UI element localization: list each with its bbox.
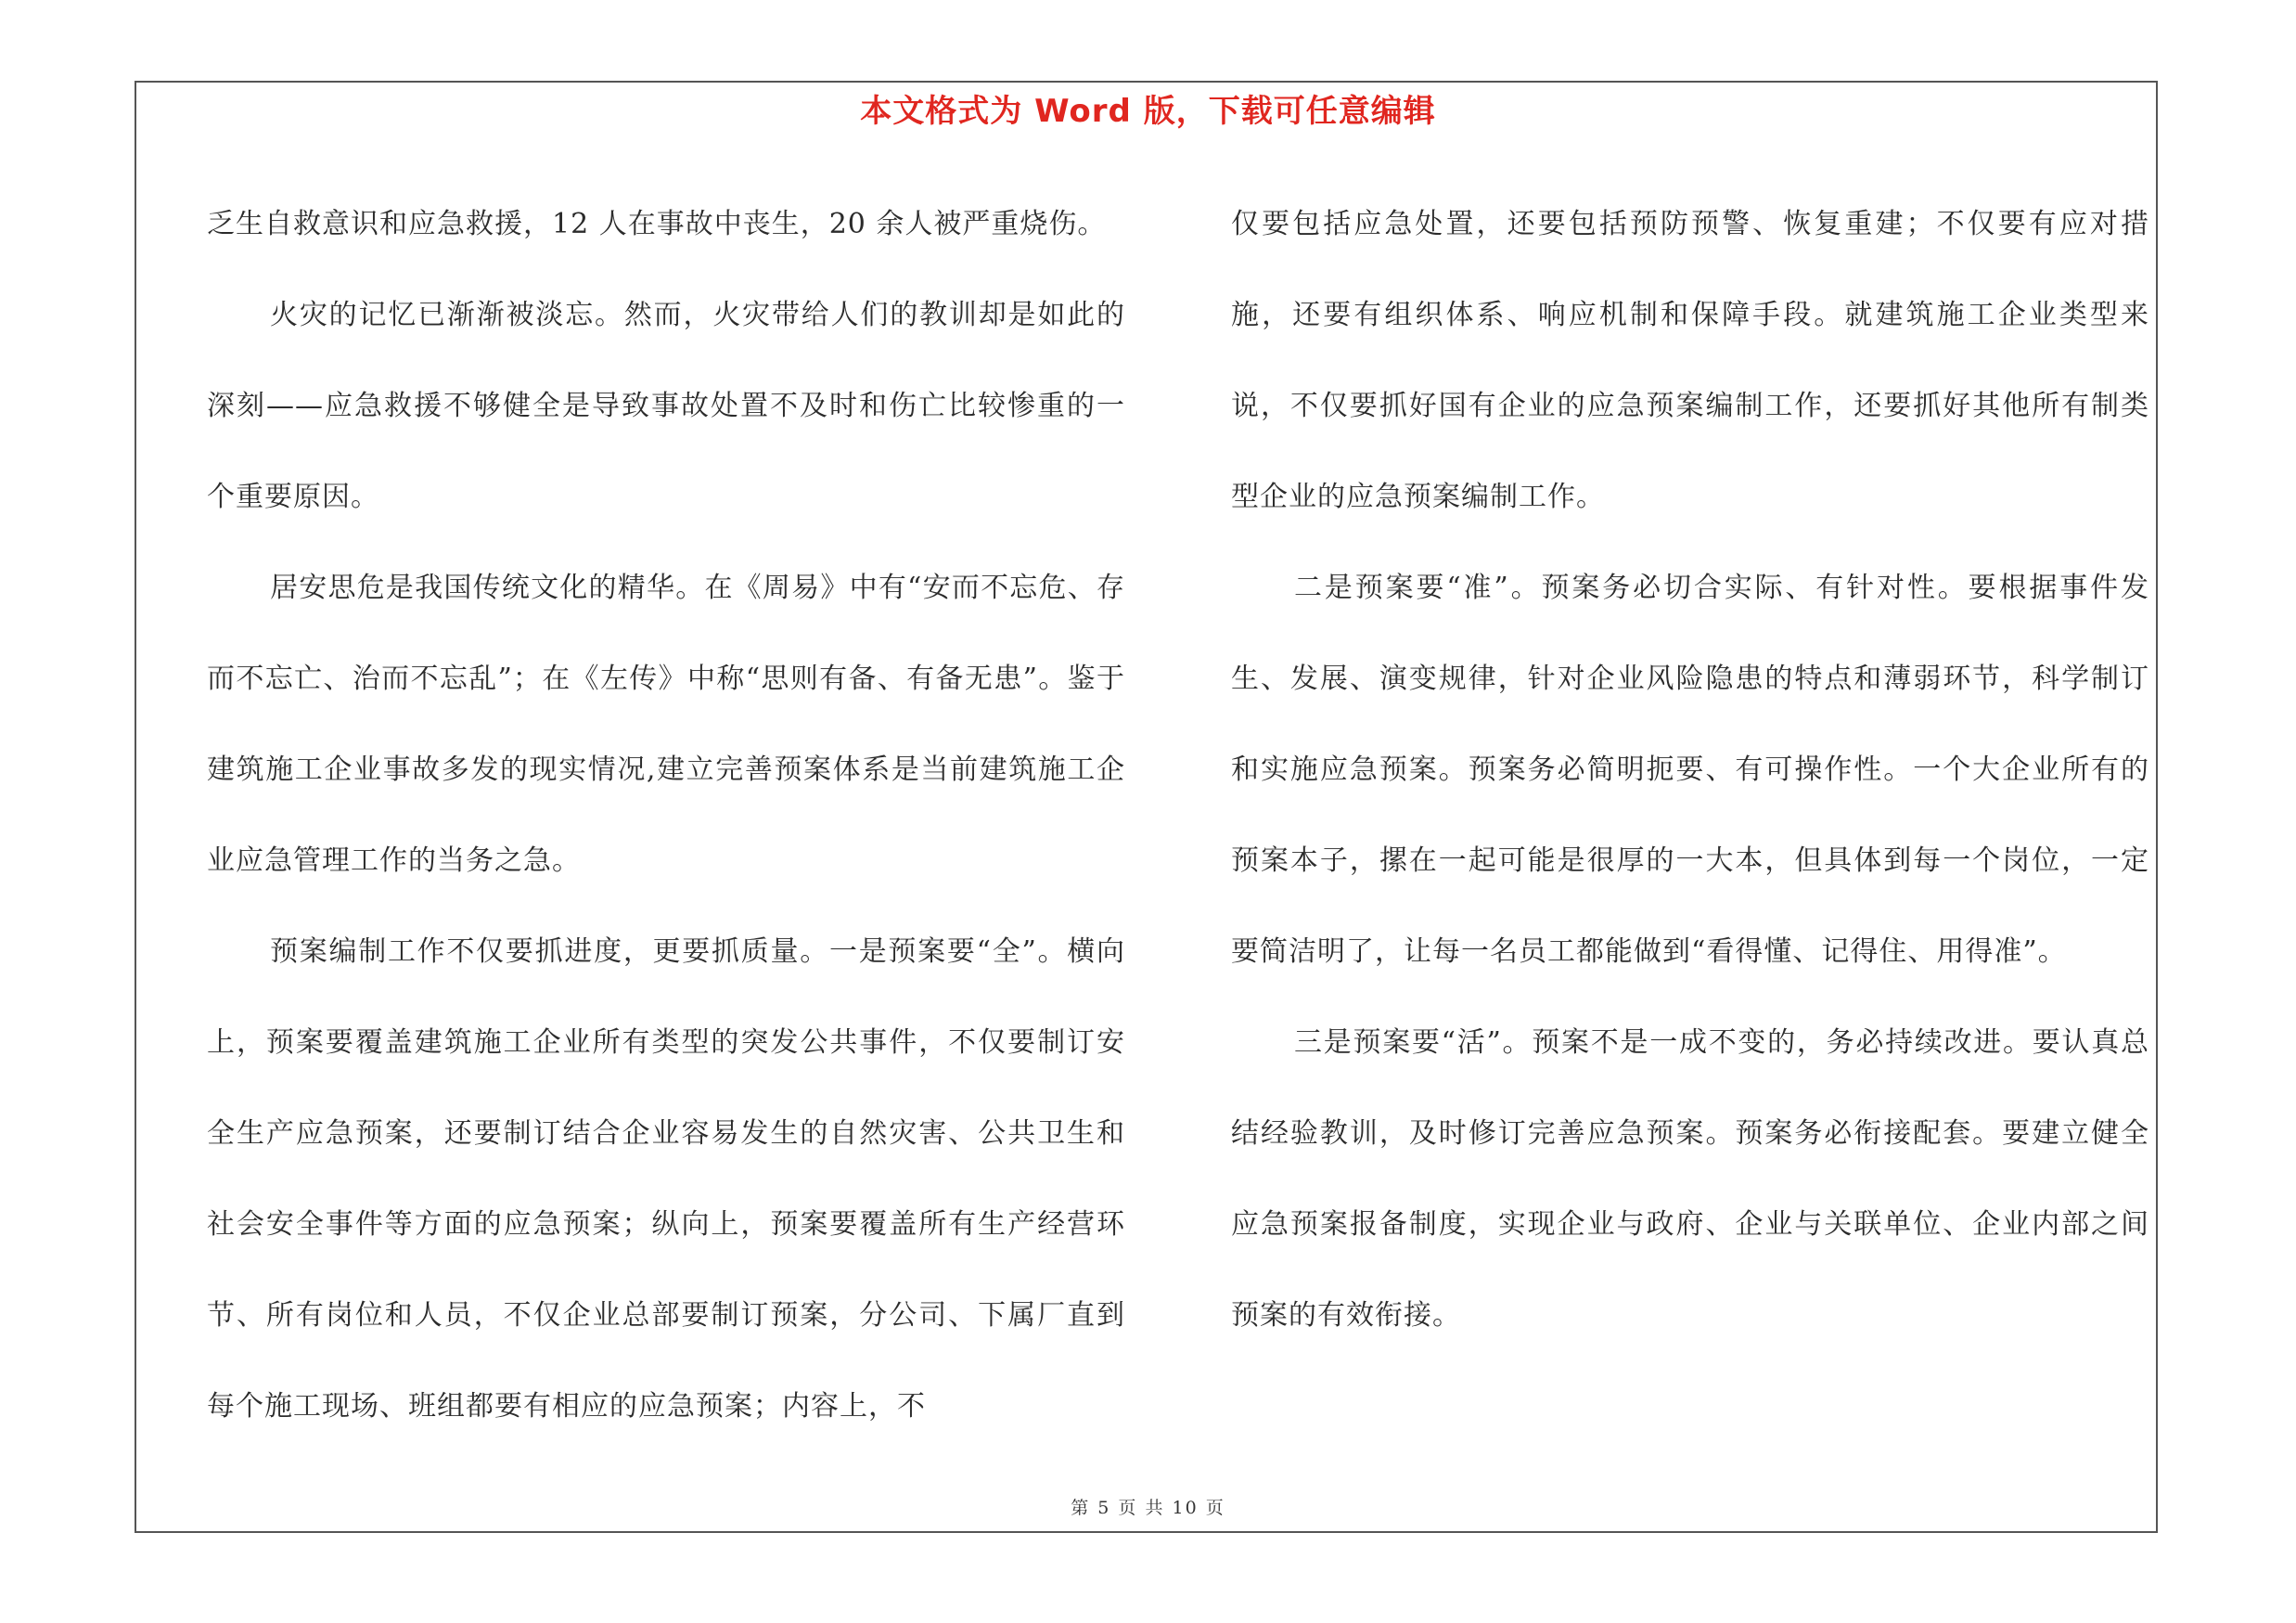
paragraph: 二是预案要“准”。预案务必切合实际、有针对性。要根据事件发生、发展、演变规律，针对企业风险隐患的特点和薄弱环节，科学制订和实施应急预案。预案务必简明扼要、有可操作性。一个大企业所有的预案本子，摞在一起可能是很厚的一大本，但具体到每一个岗位，一定要简洁明了，让每一名员工都能做到“看得懂、记得住、用得准”。 — [1231, 572, 2149, 968]
editable-notice-banner: 本文格式为 Word 版，下载可任意编辑 — [860, 93, 1436, 130]
paragraph: 三是预案要“活”。预案不是一成不变的，务必持续改进。要认真总结经验教训，及时修订完善应急预案。预案务必衔接配套。要建立健全应急预案报备制度，实现企业与政府、企业与关联单位、企业内部之间预案的有效衔接。 — [1231, 1026, 2149, 1332]
paragraph: 乏生自救意识和应急救援，12 人在事故中丧生，20 余人被严重烧伤。 — [207, 208, 1107, 240]
paragraph: 预案编制工作不仅要抓进度，更要抓质量。一是预案要“全”。横向上，预案要覆盖建筑施工企业所有类型的突发公共事件，不仅要制订安全生产应急预案，还要制订结合企业容易发生的自然灾害、公共卫生和社会安全事件等方面的应急预案；纵向上，预案要覆盖所有生产经营环节、所有岗位和人员，不仅企业总部要制订预案，分公司、下属厂直到每个施工现场、班组都要有相应的应急预案；内容上，不 — [207, 935, 1125, 1423]
paragraph: 仅要包括应急处置，还要包括预防预警、恢复重建；不仅要有应对措施，还要有组织体系、响应机制和保障手段。就建筑施工企业类型来说，不仅要抓好国有企业的应急预案编制工作，还要抓好其他所有制类型企业的应急预案编制工作。 — [1231, 208, 2149, 513]
paragraph: 火灾的记忆已渐渐被淡忘。然而，火灾带给人们的教训却是如此的深刻——应急救援不够健全是导致事故处置不及时和伤亡比较惨重的一个重要原因。 — [207, 299, 1125, 513]
left-text-column — [207, 179, 1125, 1452]
page-number-footer: 第 5 页 共 10 页 — [1071, 1498, 1225, 1518]
right-text-column — [1231, 179, 2149, 1361]
paragraph: 居安思危是我国传统文化的精华。在《周易》中有“安而不忘危、存而不忘亡、治而不忘乱”；在《左传》中称“思则有备、有备无患”。鉴于建筑施工企业事故多发的现实情况,建立完善预案体系是当前建筑施工企业应急管理工作的当务之急。 — [207, 572, 1125, 877]
